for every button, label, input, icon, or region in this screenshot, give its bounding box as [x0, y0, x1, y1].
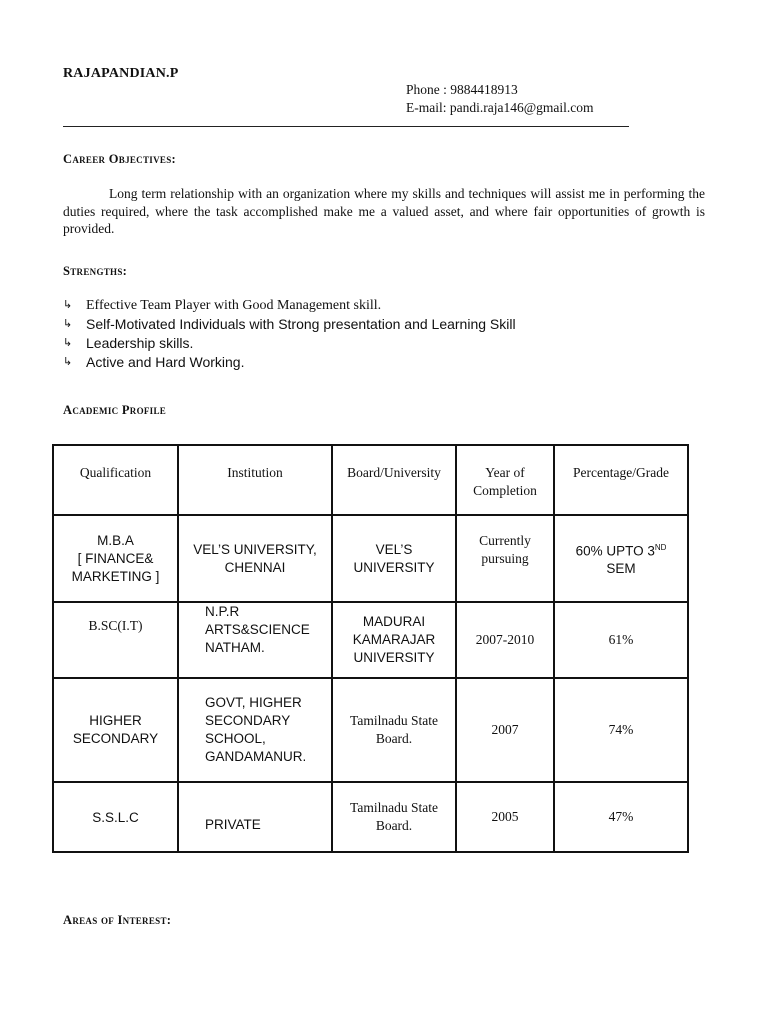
grade-tail: SEM [606, 561, 636, 577]
header-board: Board/University [332, 445, 456, 515]
header-divider [63, 126, 629, 127]
arrow-bullet-icon: ↳ [63, 299, 73, 311]
header-institution: Institution [178, 445, 332, 515]
strengths-list [63, 296, 516, 372]
table-row [53, 515, 688, 602]
strength-item [63, 334, 516, 353]
academic-profile-heading: Academic Profile [63, 403, 167, 417]
strength-text: Active and Hard Working. [86, 354, 245, 370]
academic-table [52, 444, 689, 853]
cell-institution: GOVT, HIGHER SECONDARY SCHOOL, GANDAMANUR. [178, 678, 332, 782]
table-row [53, 782, 688, 852]
cell-year: 2007 [456, 678, 554, 782]
cell-qualification: M.B.A [ FINANCE& MARKETING ] [53, 515, 178, 602]
areas-of-interest-heading: Areas of Interest: [63, 913, 172, 927]
strength-item [63, 315, 516, 334]
strengths-heading: Strengths: [63, 264, 128, 278]
cell-institution: VEL’S UNIVERSITY, CHENNAI [178, 515, 332, 602]
cell-board: Tamilnadu State Board. [332, 678, 456, 782]
strength-item [63, 353, 516, 372]
cell-board: VEL’S UNIVERSITY [332, 515, 456, 602]
phone-number: Phone : 9884418913 [406, 82, 518, 97]
cell-grade [554, 515, 688, 602]
cell-qualification: HIGHER SECONDARY [53, 678, 178, 782]
header-qualification: Qualification [53, 445, 178, 515]
arrow-bullet-icon: ↳ [63, 356, 73, 368]
candidate-name: RAJAPANDIAN.P [63, 66, 179, 81]
cell-institution: N.P.R ARTS&SCIENCE NATHAM. [178, 602, 332, 678]
header-year-text: Year of Completion [473, 465, 537, 498]
cell-board: Tamilnadu State Board. [332, 782, 456, 852]
cell-qualification: B.SC(I.T) [53, 602, 178, 678]
arrow-bullet-icon: ↳ [63, 337, 73, 349]
cell-year: 2005 [456, 782, 554, 852]
cell-qualification: S.S.L.C [53, 782, 178, 852]
cell-board: MADURAI KAMARAJAR UNIVERSITY [332, 602, 456, 678]
contact-block [406, 81, 594, 117]
career-objectives-paragraph: Long term relationship with an organization where my skills and techniques will assist me in performing the duties required, where the task accomplished make me a valued asset, and where fair opportunities of growth is provided. [63, 186, 705, 236]
email-address: E-mail: pandi.raja146@gmail.com [406, 100, 594, 115]
cell-grade: 47% [554, 782, 688, 852]
strength-text: Leadership skills. [86, 335, 194, 351]
grade-text: 60% UPTO 3 [575, 543, 655, 559]
table-header-row [53, 445, 688, 515]
strength-text: Self-Motivated Individuals with Strong presentation and Learning Skill [86, 316, 516, 332]
strength-text: Effective Team Player with Good Management skill. [86, 298, 382, 313]
cell-year: 2007-2010 [456, 602, 554, 678]
cell-institution: PRIVATE [178, 782, 332, 852]
cell-year: Currently pursuing [456, 515, 554, 602]
header-year [456, 445, 554, 515]
strength-item [63, 296, 516, 315]
cell-grade: 61% [554, 602, 688, 678]
grade-superscript: ND [654, 542, 667, 552]
cell-grade: 74% [554, 678, 688, 782]
header-grade: Percentage/Grade [554, 445, 688, 515]
career-objectives-heading: Career Objectives: [63, 152, 176, 166]
table-row [53, 602, 688, 678]
table-row [53, 678, 688, 782]
arrow-bullet-icon: ↳ [63, 318, 73, 330]
career-objectives-text [63, 185, 705, 238]
